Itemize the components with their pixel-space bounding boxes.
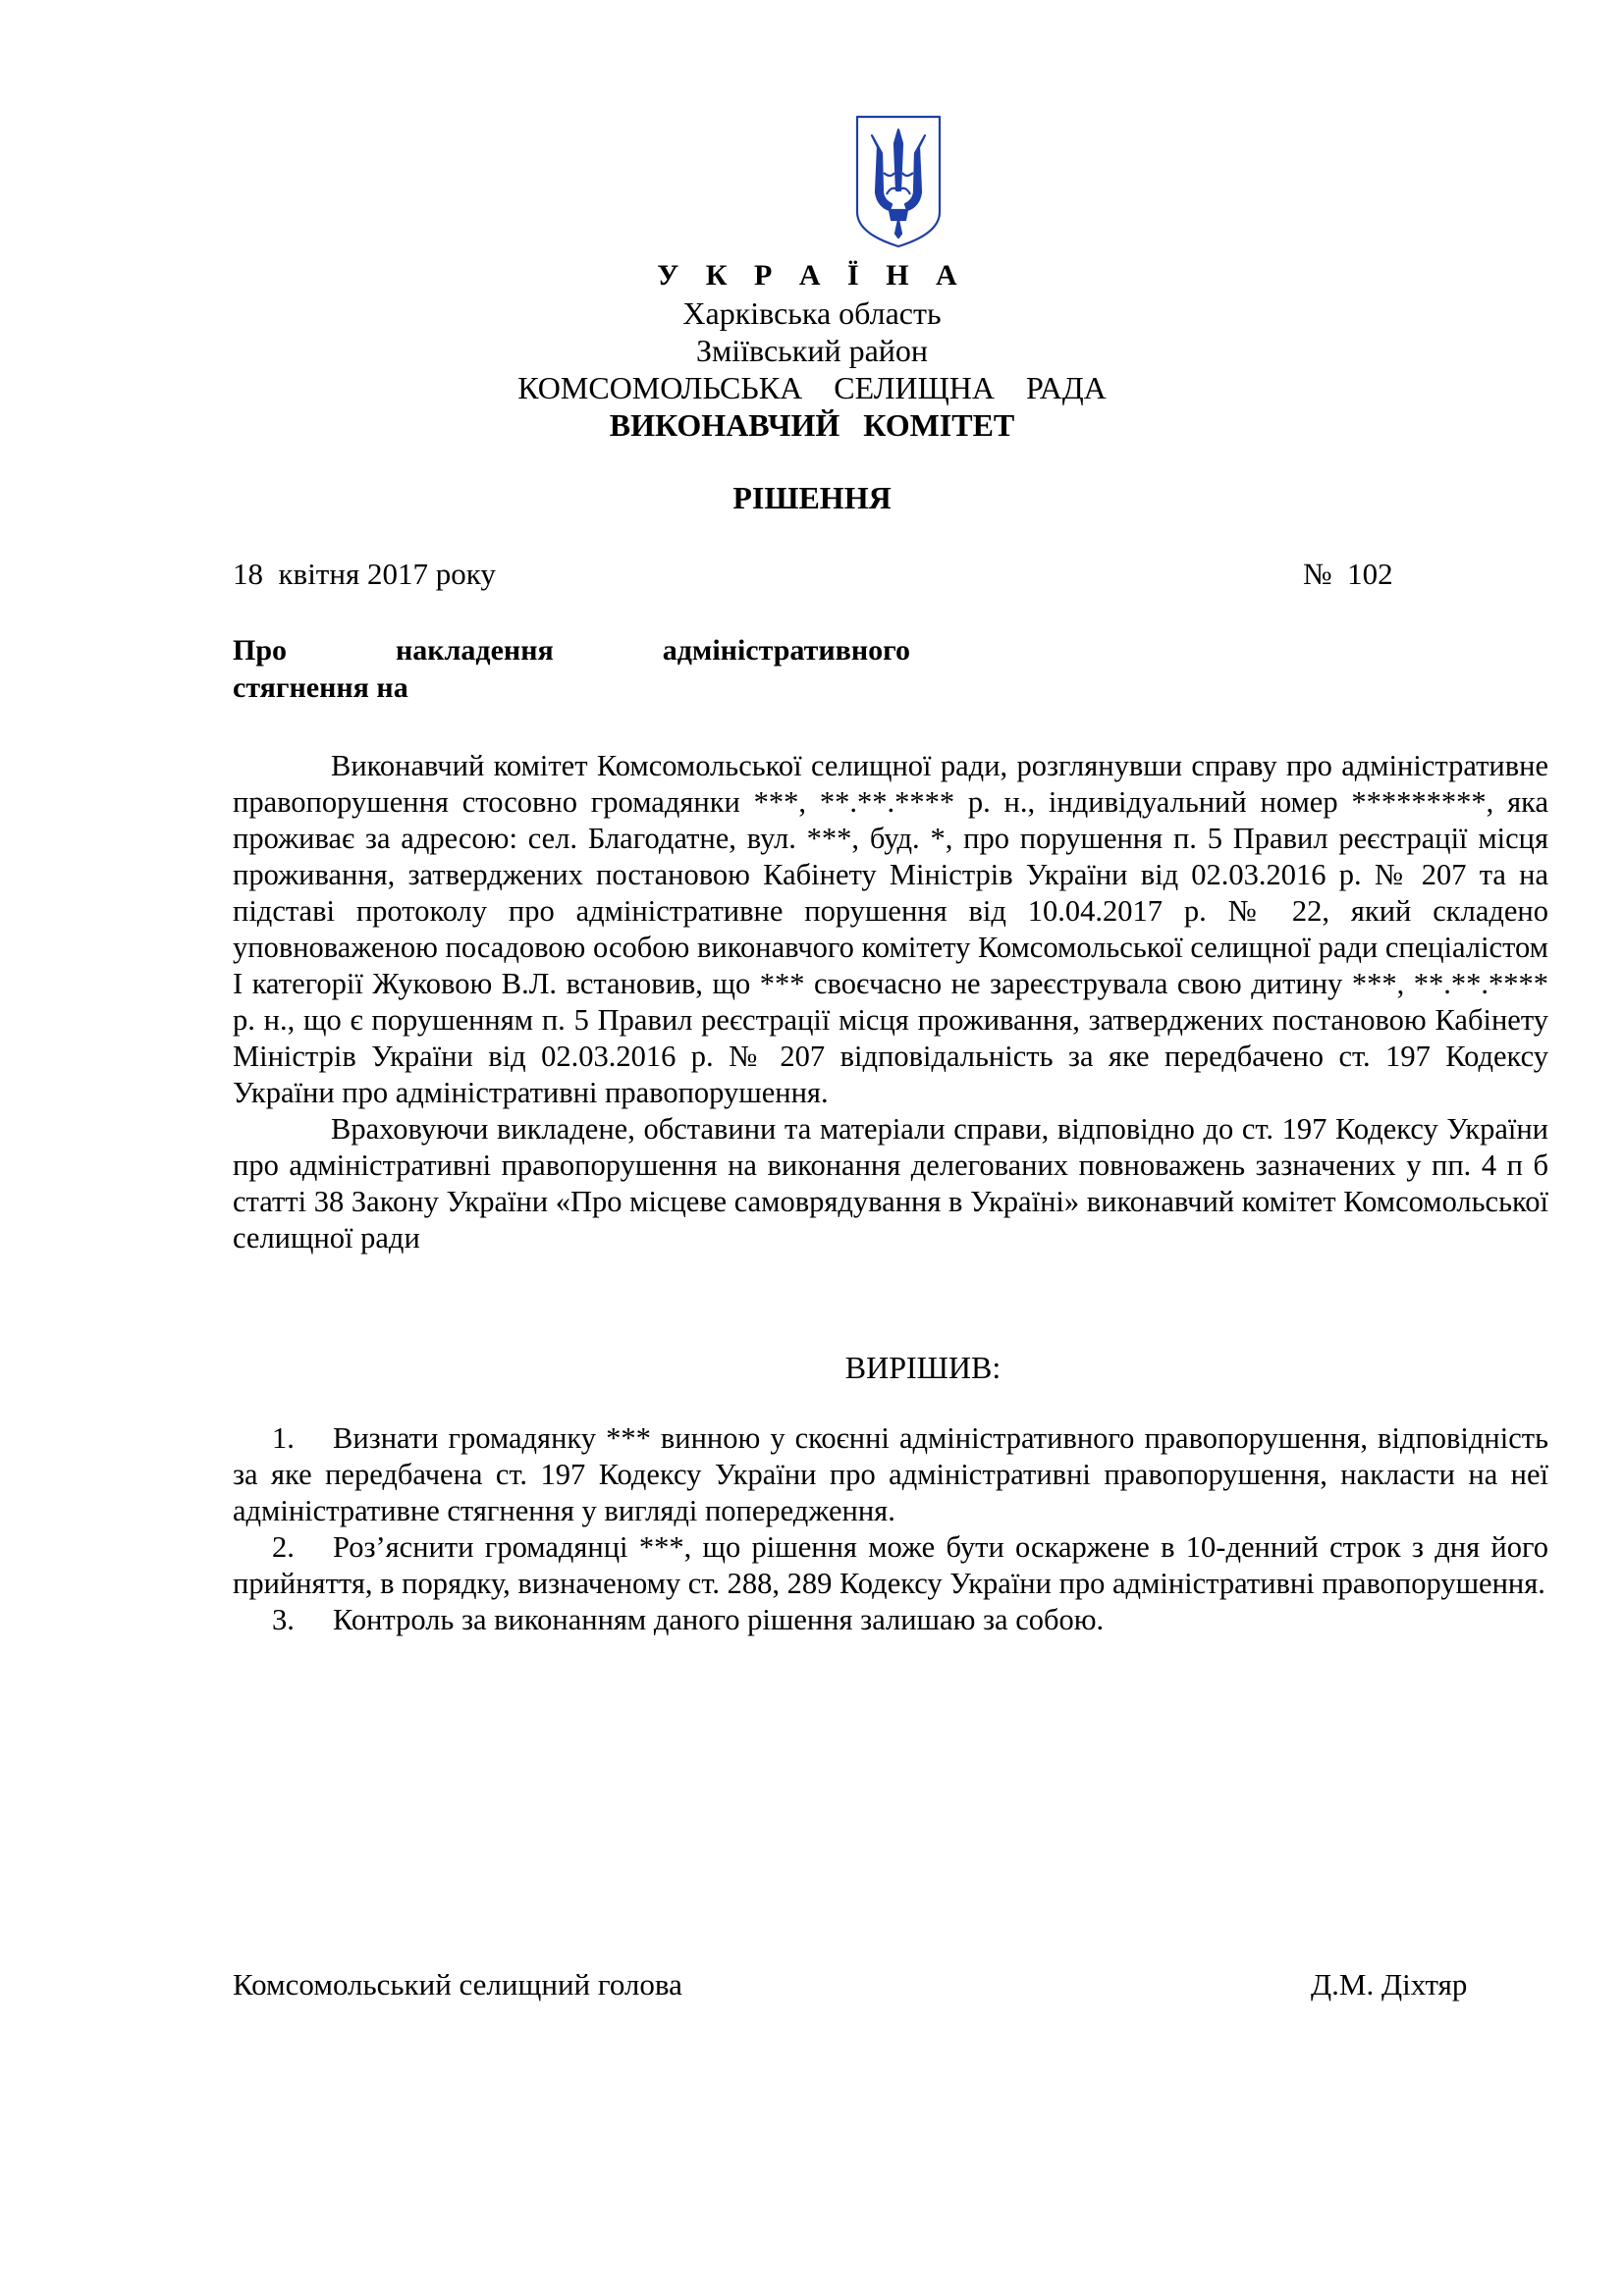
subject-line-1: Про накладення адміністративного — [233, 634, 910, 667]
decision-text: Контроль за виконанням даного рішення залишаю за собою. — [333, 1603, 1105, 1636]
decision-number: 2. — [272, 1530, 295, 1564]
decision-text: Визнати громадянку *** винною у скоєнні адміністративного правопорушення, відповідність за яке передбачена ст. 197 Кодексу України про адміністративні правопорушення, накласти на неї адміністративне стягнення у вигляді попередження. — [233, 1421, 1548, 1527]
signature-block — [233, 1966, 1489, 2003]
decision-number: 1. — [272, 1421, 295, 1455]
decision-item — [233, 1529, 1548, 1602]
district-name: Зміївський район — [695, 333, 929, 368]
body-paragraph-1: Виконавчий комітет Комсомольської селищної ради, розглянувши справу про адміністративне правопорушення стосовно громадянки ***, **.**.**** р. н., індивідуальний номер *********, яка проживає за адресою: сел. Благодатне, вул. ***, буд. *, про порушення п. 5 Правил реєстрації місця проживання, затверджених постановою Кабінету Міністрів України від 02.03.2016 р. № 207 та на підставі протоколу про адміністративне порушення від 10.04.2017 р. № 22, який складено уповноваженою посадовою особою виконавчого комітету Комсомольської селищної ради спеціалістом І категорії Жуковою В.Л. встановив, що *** своєчасно не зареєструвала свою дитину ***, **.**.**** р. н., що є порушенням п. 5 Правил реєстрації місця проживання, затверджених постановою Кабінету Міністрів України від 02.03.2016 р. № 207 відповідальність за яке передбачено ст. 197 Кодексу України про адміністративні правопорушення. — [233, 749, 1548, 1109]
document-date: 18 квітня 2017 року — [233, 557, 496, 591]
decision-number: 3. — [272, 1603, 295, 1636]
date-number-row — [233, 556, 1391, 593]
decision-item — [233, 1420, 1548, 1529]
signer-position: Комсомольський селищний голова — [233, 1967, 682, 2002]
committee-name: ВИКОНАВЧИЙ КОМІТЕТ — [609, 407, 1015, 443]
document-body — [233, 748, 1548, 1256]
signer-name: Д.М. Діхтяр — [1311, 1967, 1468, 2002]
country-name: У К Р А Ї Н А — [657, 259, 967, 292]
decided-heading: ВИРІШИВ: — [844, 1350, 1001, 1385]
decision-list — [233, 1420, 1548, 1638]
document-subject — [233, 632, 910, 707]
body-paragraph-2: Враховуючи викладене, обставини та матеріали справи, відповідно до ст. 197 Кодексу України про адміністративні правопорушення на виконання делегованих повноважень зазначених у пп. 4 п б статті 38 Закону України «Про місцеве самоврядування в Україні» виконавчий комітет Комсомольської селищної ради — [233, 1112, 1548, 1255]
trident-coat-of-arms-icon — [854, 114, 943, 249]
document-title: РІШЕННЯ — [732, 480, 892, 515]
council-name: КОМСОМОЛЬСЬКА СЕЛИЩНА РАДА — [517, 370, 1107, 405]
document-number: № 102 — [1303, 557, 1393, 591]
document-header — [0, 257, 1624, 444]
subject-line-2: стягнення на — [233, 671, 408, 704]
decision-text: Роз’яснити громадянці ***, що рішення може бути оскаржене в 10-денний строк з дня його прийняття, в порядку, визначеному ст. 288, 289 Кодексу України про адміністративні правопорушення. — [233, 1530, 1548, 1600]
decision-item — [233, 1602, 1548, 1638]
region-name: Харківська область — [682, 295, 942, 331]
